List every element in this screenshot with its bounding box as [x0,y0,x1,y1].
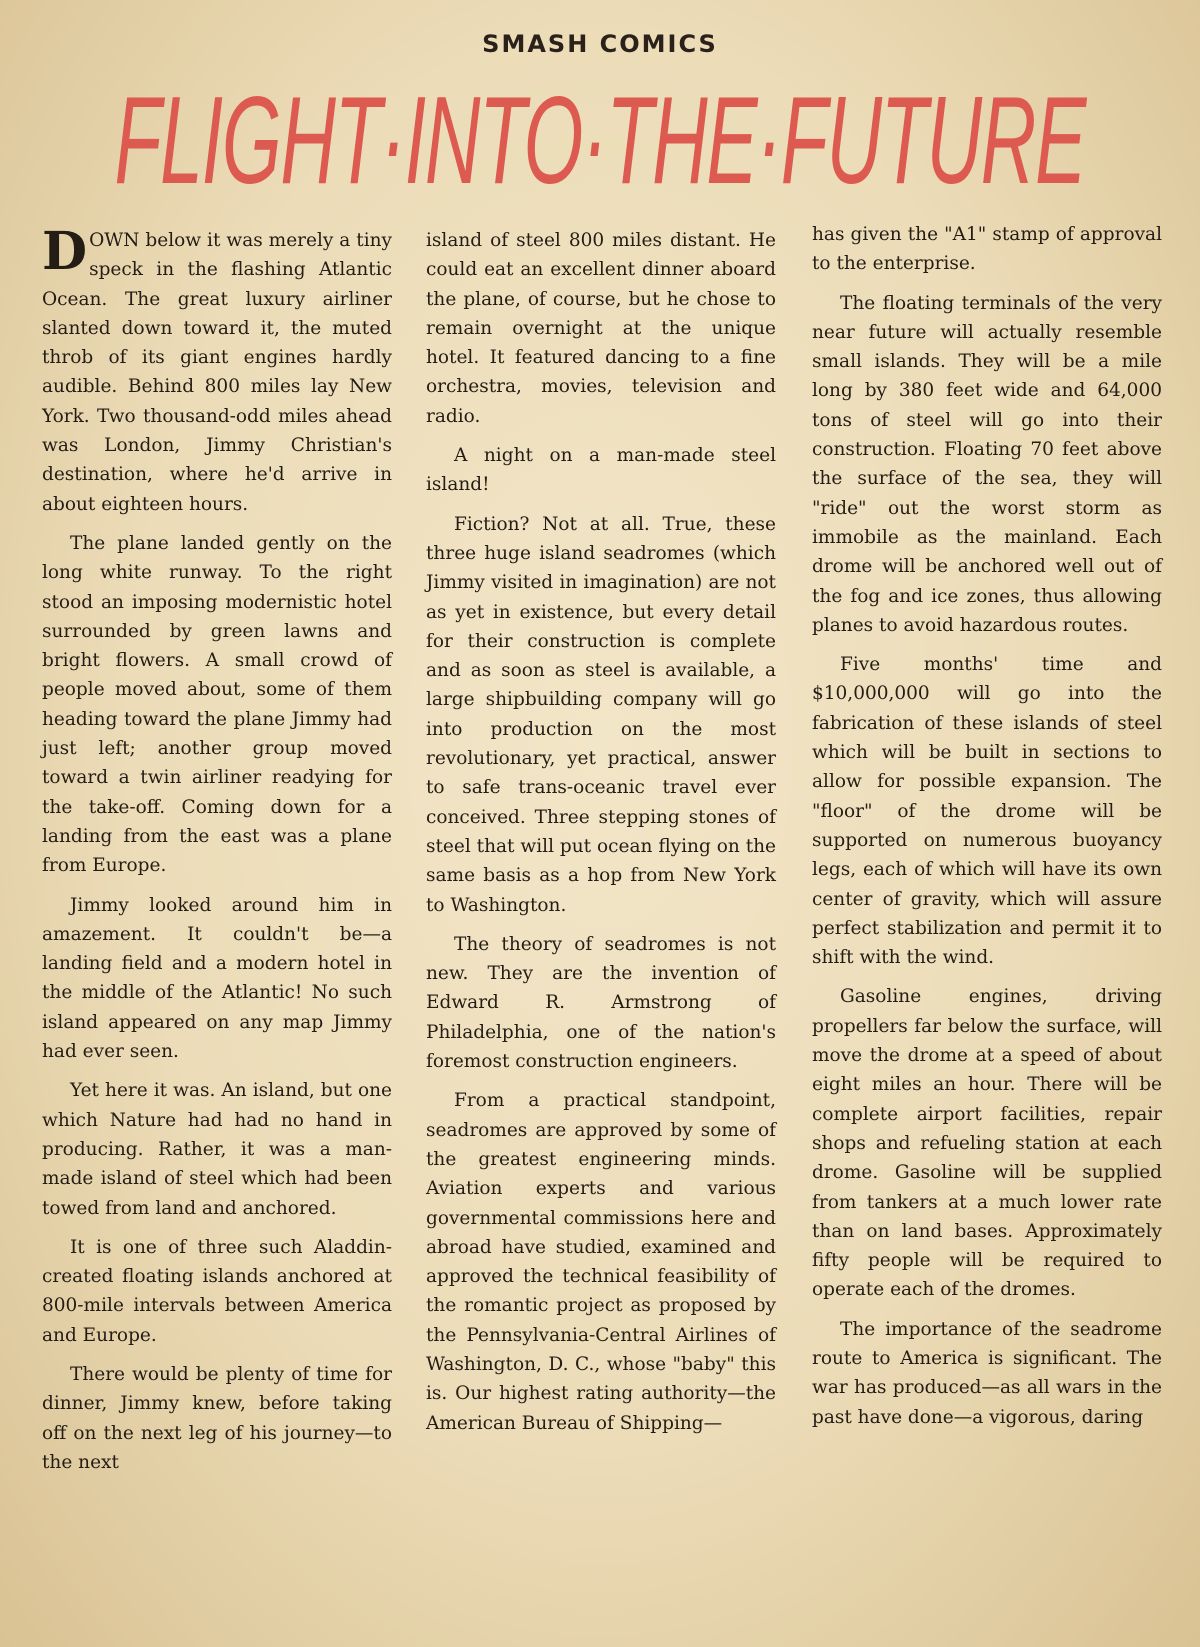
paragraph: A night on a man-made steel island! [426,445,776,496]
paragraph: island of steel 800 miles distant. He could eat an excellent dinner aboard the plane, of course, but he chose to remain overnight at the unique hotel. It featured dancing to a fine orchestra, movies, television and radio. [426,230,776,427]
paragraph: The floating terminals of the very near future will actually resemble small islands. They will be a mile long by 380 feet wide and 64,000 tons of steel will go into their construction. Floating 70 feet above the surface of the sea, they will "ride" out the worst storm as immobile as the mainland. Each drome will be anchored well out of the fog and ice zones, thus allowing planes to avoid hazardous routes. [812,292,1162,636]
article-column-1 [42,221,392,1487]
paragraph: The plane landed gently on the long white runway. To the right stood an imposing modernistic hotel surrounded by green lawns and bright flowers. A small crowd of people moved about, some of them heading toward the plane Jimmy had just left; another group moved toward a twin airliner readying for the take-off. Coming down for a landing from the east was a plane from Europe. [42,532,392,877]
drop-cap: D [42,221,88,282]
paragraph: Gasoline engines, driving propellers far below the surface, will move the drome at a speed of about eight miles an hour. There will be complete airport facilities, repair shops and refueling station at each drome. Gasoline will be supplied from tankers at a much lower rate than on land bases. Approximately fifty people will be required to operate each of the dromes. [812,986,1162,1301]
paragraph: The importance of the seadrome route to America is significant. The war has produced—as all wars in the past have done—a vigorous, daring [812,1318,1162,1428]
paragraph: has given the "A1" stamp of approval to the enterprise. [812,224,1162,275]
article-column-2 [426,226,776,1448]
paragraph: There would be plenty of time for dinner, Jimmy knew, before taking off on the next leg of his journey—to the next [42,1363,392,1473]
paragraph: Five months' time and $10,000,000 will go into the fabrication of these islands of steel which will be built in sections to allow for possible expansion. The "floor" of the drome will be supported on numerous buoyancy legs, each of which will have its own center of gravity, which will assure perfect stabilization and permit it to shift with the wind. [812,654,1162,969]
paragraph: Jimmy looked around him in amazement. It couldn't be—a landing field and a modern hotel in the middle of the Atlantic! No such island appeared on any map Jimmy had ever seen. [42,894,392,1063]
story-title-text: FLIGHT·INTO·THE·FUTURE [114,72,1086,210]
paragraph: Fiction? Not at all. True, these three huge island seadromes (which Jimmy visited in imagination) are not as yet in existence, but every detail for their construction is complete and as soon as steel is available, a large shipbuilding company will go into production on the most revolutionary, yet practical, answer to safe trans-oceanic travel ever conceived. Three stepping stones of steel that will put ocean flying on the same basis as a hop from New York to Washington. [426,513,776,916]
paragraph [42,221,392,519]
paragraph: Yet here it was. An island, but one which Nature had had no hand in producing. Rather, it was a man-made island of steel which had been towed from land and anchored. [42,1080,392,1219]
paragraph: From a practical standpoint, seadromes are approved by some of the greatest engineering minds. Aviation experts and various governmental commissions here and abroad have studied, examined and approved the technical feasibility of the romantic project as proposed by the Pennsylvania-Central Airlines of Washington, D. C., whose "baby" this is. Our highest rating authority—the American Bureau of Shipping— [426,1090,776,1434]
story-title [0,56,1200,226]
running-header: SMASH COMICS [482,30,718,58]
paragraph: It is one of three such Aladdin-created floating islands anchored at 800-mile intervals between America and Europe. [42,1236,392,1346]
paragraph-text: OWN below it was merely a tiny speck in the flashing Atlantic Ocean. The great luxury airliner slanted down toward it, the muted throb of its giant engines hardly audible. Behind 800 miles lay New York. Two thousand-odd miles ahead was London, Jimmy Christian's destination, where he'd arrive in about eighteen hours. [42,230,392,515]
article-column-3 [812,220,1162,1442]
paragraph: The theory of seadromes is not new. They are the invention of Edward R. Armstrong of Philadelphia, one of the nation's foremost construction engineers. [426,933,776,1073]
